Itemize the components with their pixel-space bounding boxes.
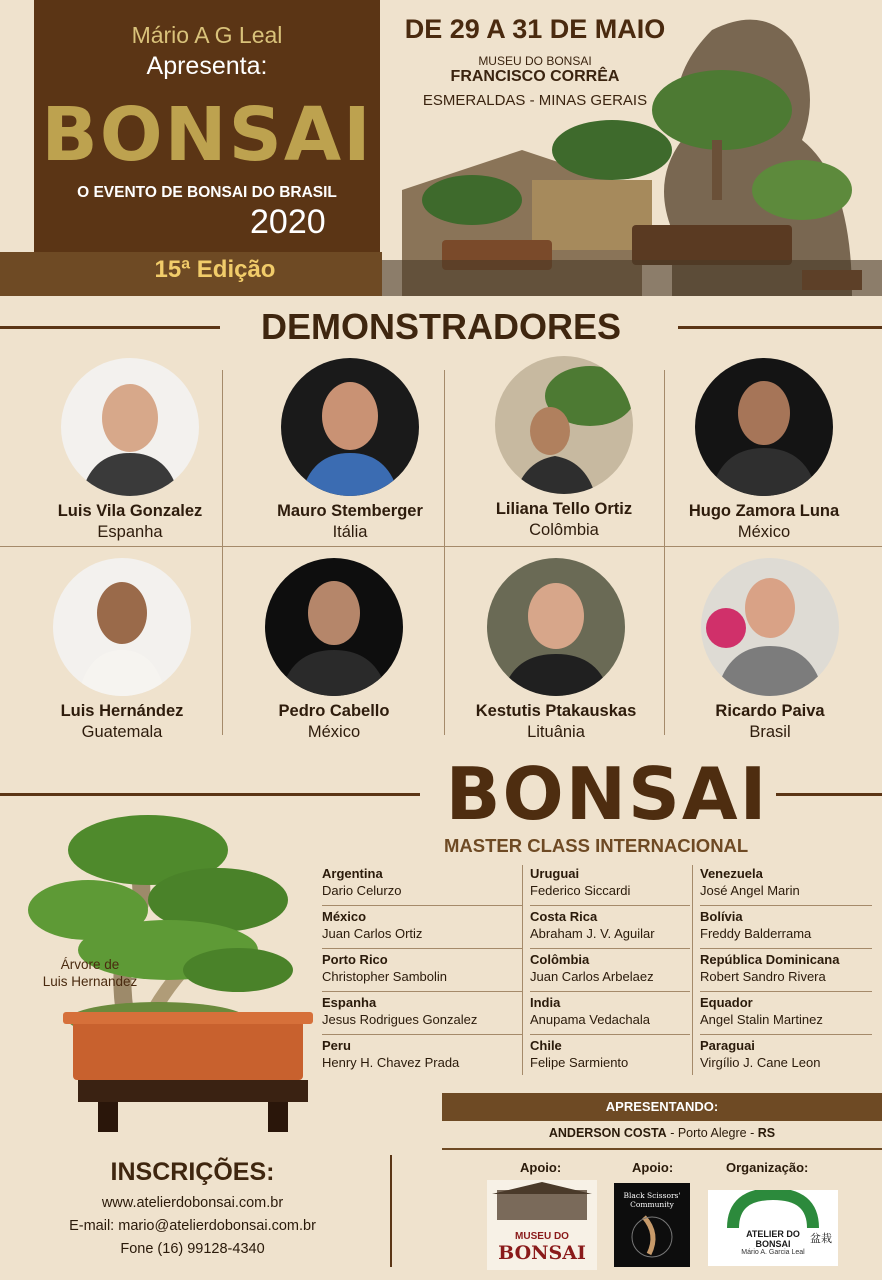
- person-name: Angel Stalin Martinez: [700, 1012, 823, 1027]
- demonstrator-country: Espanha: [97, 523, 163, 541]
- masterclass-column: [322, 863, 522, 1078]
- edition-label: 15ª Edição: [154, 256, 276, 283]
- list-item: [322, 863, 522, 906]
- country-label: República Dominicana: [700, 952, 840, 967]
- support-label: Apoio:: [520, 1160, 562, 1175]
- avatar: [281, 358, 419, 496]
- logo-text: BONSAI: [498, 1242, 586, 1264]
- person-name: Christopher Sambolin: [322, 969, 448, 984]
- person-name: Jesus Rodrigues Gonzalez: [322, 1012, 478, 1027]
- avatar: [487, 558, 625, 696]
- presenter-city: Porto Alegre: [677, 1126, 747, 1140]
- country-label: Costa Rica: [530, 909, 598, 924]
- country-label: India: [530, 995, 561, 1010]
- demonstrator-name: Kestutis Ptakauskas: [475, 702, 637, 720]
- country-label: Uruguai: [530, 866, 580, 881]
- demonstrators-title: DEMONSTRADORES: [260, 306, 622, 347]
- list-item: [530, 992, 690, 1035]
- list-item: [530, 1035, 690, 1078]
- person-name: Abraham J. V. Aguilar: [530, 926, 655, 941]
- country-label: Espanha: [322, 995, 377, 1010]
- masterclass-title: MASTER CLASS INTERNACIONAL: [444, 835, 749, 856]
- presenting-bar: APRESENTANDO:: [442, 1093, 882, 1121]
- list-item: [700, 949, 872, 992]
- avatar: [61, 358, 199, 496]
- grid-divider: [0, 546, 882, 547]
- event-brand-title: BONSAI: [41, 92, 373, 178]
- tree-caption: [20, 956, 160, 990]
- presenter-name: Mário A G Leal: [131, 22, 283, 48]
- person-name: Henry H. Chavez Prada: [322, 1055, 460, 1070]
- list-item: [530, 906, 690, 949]
- person-name: Federico Siccardi: [530, 883, 631, 898]
- person-name: Juan Carlos Arbelaez: [530, 969, 654, 984]
- demonstrator-card: [654, 358, 874, 542]
- phone-number: Fone (16) 99128-4340: [120, 1241, 265, 1257]
- list-item: [322, 949, 522, 992]
- presenter-line: [442, 1126, 882, 1140]
- atelier-do-bonsai-logo: [708, 1190, 838, 1266]
- presenter-name: ANDERSON COSTA: [548, 1126, 667, 1140]
- list-item: [700, 906, 872, 949]
- venue-line-1: MUSEU DO BONSAI: [478, 54, 592, 68]
- logo-text: MUSEU DO: [515, 1231, 569, 1242]
- demonstrator-name: Pedro Cabello: [278, 702, 390, 720]
- person-name: José Angel Marin: [700, 883, 800, 898]
- demonstrator-card: [454, 356, 674, 540]
- list-item: [530, 863, 690, 906]
- person-name: Virgílio J. Cane Leon: [700, 1055, 821, 1070]
- country-label: Colômbia: [530, 952, 590, 967]
- list-item: [530, 949, 690, 992]
- support-label: Apoio:: [632, 1160, 674, 1175]
- logo-text: 盆栽: [810, 1233, 832, 1245]
- country-label: Chile: [530, 1038, 562, 1053]
- person-name: Freddy Balderrama: [700, 926, 812, 941]
- demonstrator-name: Hugo Zamora Luna: [688, 502, 840, 520]
- list-item: [700, 863, 872, 906]
- logo-text: Mário A. Garcia Leal: [741, 1249, 805, 1256]
- demonstrator-country: Guatemala: [81, 723, 163, 741]
- masterclass-column: [530, 863, 690, 1078]
- country-label: Bolívia: [700, 909, 743, 924]
- avatar: [701, 558, 839, 696]
- person-name: Felipe Sarmiento: [530, 1055, 629, 1070]
- website-link[interactable]: www.atelierdobonsai.com.br: [101, 1195, 284, 1211]
- person-name: Anupama Vedachala: [530, 1012, 650, 1027]
- demonstrator-card: [446, 558, 666, 742]
- list-item: [322, 992, 522, 1035]
- list-item: [322, 1035, 522, 1078]
- presenter-separator: -: [666, 1126, 678, 1140]
- column-divider: [692, 865, 693, 1075]
- demonstrator-name: Mauro Stemberger: [277, 502, 423, 520]
- demonstrator-card: [660, 558, 880, 742]
- venue-line-2: FRANCISCO CORRÊA: [450, 68, 620, 85]
- demonstrator-country: Colômbia: [529, 521, 599, 539]
- logo-text: Community: [630, 1200, 674, 1209]
- demonstrator-country: Itália: [332, 523, 368, 541]
- footer-divider: [390, 1155, 392, 1267]
- venue-line-3: ESMERALDAS - MINAS GERAIS: [422, 92, 648, 109]
- demonstrator-card: [240, 358, 460, 542]
- organization-label: Organização:: [726, 1160, 809, 1175]
- black-scissors-logo: [614, 1183, 690, 1267]
- column-divider: [522, 865, 523, 1075]
- event-year: 2020: [250, 203, 326, 241]
- demonstrator-card: [20, 358, 240, 542]
- demonstrator-name: Luis Vila Gonzalez: [57, 502, 203, 520]
- demonstrator-country: Lituânia: [527, 723, 585, 741]
- avatar: [265, 558, 403, 696]
- demonstrator-name: Luis Hernández: [60, 702, 184, 720]
- country-label: México: [322, 909, 367, 924]
- country-label: Equador: [700, 995, 753, 1010]
- museu-do-bonsai-logo: [487, 1180, 597, 1270]
- demonstrator-card: [224, 558, 444, 742]
- masterclass-brand-title: BONSAI: [445, 752, 769, 836]
- country-label: Argentina: [322, 866, 383, 881]
- person-name: Dario Celurzo: [322, 883, 402, 898]
- masterclass-column: [700, 863, 872, 1078]
- tree-caption-line-2: Luis Hernandez: [42, 974, 138, 989]
- presenter-separator: -: [746, 1126, 758, 1140]
- avatar: [695, 358, 833, 496]
- person-name: Robert Sandro Rivera: [700, 969, 826, 984]
- list-item: [700, 1035, 872, 1078]
- registration-title: INSCRIÇÕES:: [110, 1158, 275, 1186]
- presenter-state: RS: [757, 1126, 776, 1140]
- list-item: [700, 992, 872, 1035]
- demonstrator-country: México: [307, 723, 361, 741]
- demonstrator-name: Ricardo Paiva: [715, 702, 825, 720]
- demonstrator-country: México: [737, 523, 791, 541]
- country-label: Peru: [322, 1038, 351, 1053]
- tree-caption-line-1: Árvore de: [60, 957, 120, 972]
- event-subtitle: O EVENTO DE BONSAI DO BRASIL: [77, 184, 337, 201]
- masterclass-rule-right: [776, 793, 882, 796]
- logo-text: ATELIER DO: [746, 1229, 800, 1239]
- country-label: Paraguai: [700, 1038, 755, 1053]
- avatar: [495, 356, 633, 494]
- email-link[interactable]: E-mail: mario@atelierdobonsai.com.br: [69, 1218, 316, 1234]
- demonstrator-name: Liliana Tello Ortiz: [495, 500, 633, 518]
- presents-label: Apresenta:: [146, 52, 268, 80]
- event-date: DE 29 A 31 DE MAIO: [404, 14, 666, 44]
- demonstrator-card: [12, 558, 232, 742]
- divider: [442, 1148, 882, 1150]
- person-name: Juan Carlos Ortiz: [322, 926, 423, 941]
- country-label: Venezuela: [700, 866, 763, 881]
- country-label: Porto Rico: [322, 952, 388, 967]
- logo-text: Black Scissors': [623, 1191, 681, 1200]
- logo-text: BONSAI: [755, 1239, 791, 1249]
- demonstrator-country: Brasil: [749, 723, 791, 741]
- avatar: [53, 558, 191, 696]
- list-item: [322, 906, 522, 949]
